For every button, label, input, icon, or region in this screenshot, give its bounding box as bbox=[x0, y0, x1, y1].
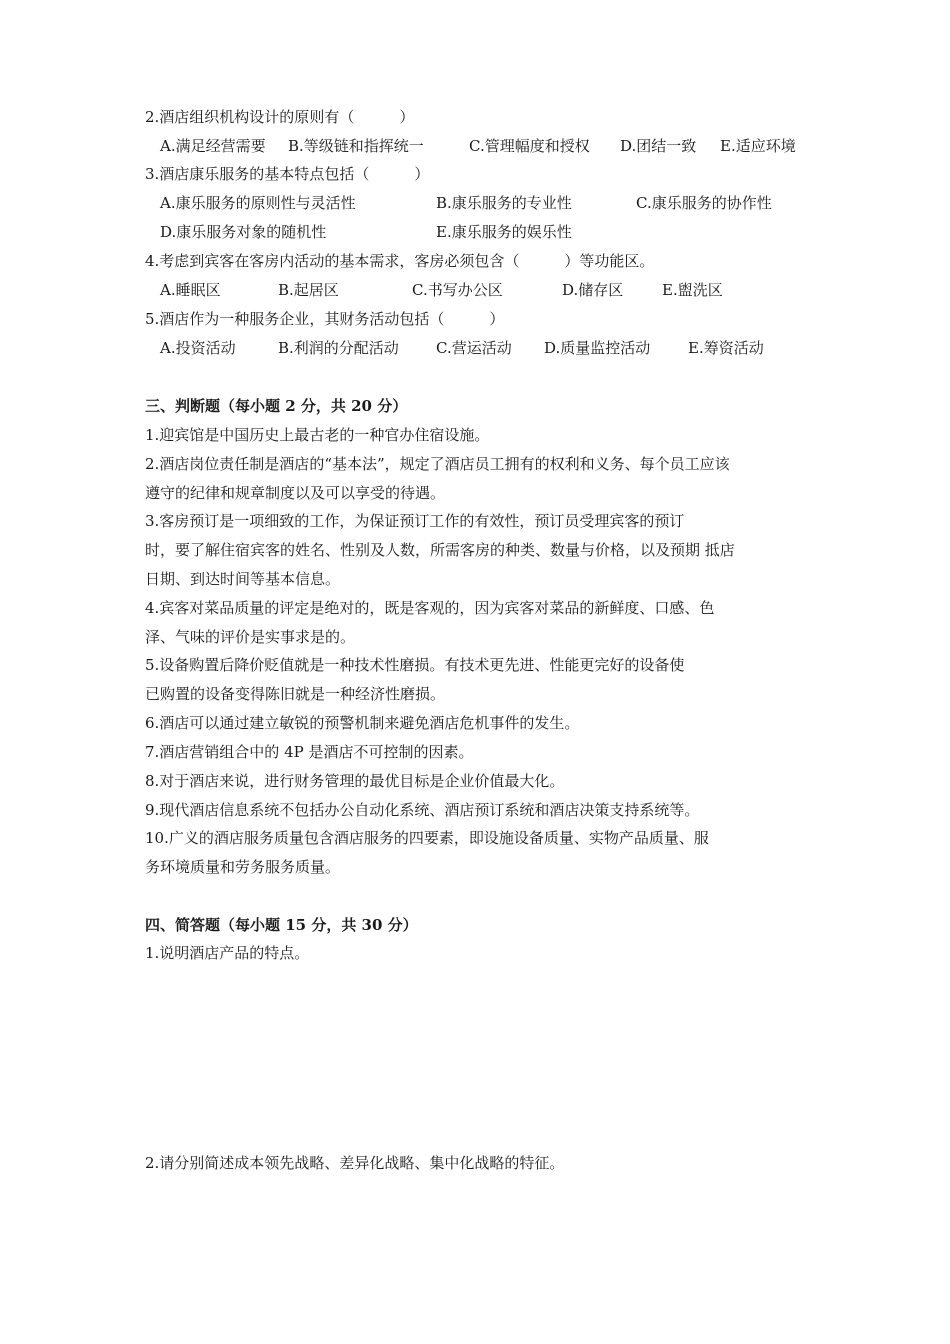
question-3: 3.酒店康乐服务的基本特点包括（ ） bbox=[145, 165, 430, 183]
question-4: 4.考虑到宾客在客房内活动的基本需求，客房必须包含（ ）等功能区。 bbox=[145, 252, 655, 270]
option-5c: C.营运活动 bbox=[436, 339, 512, 357]
option-4b: B.起居区 bbox=[278, 281, 339, 299]
option-4e: E.盥洗区 bbox=[662, 281, 723, 299]
option-5a: A.投资活动 bbox=[160, 339, 236, 357]
option-3c: C.康乐服务的协作性 bbox=[636, 194, 772, 212]
option-2c: C.管理幅度和授权 bbox=[469, 137, 590, 155]
judgment-line: 4.宾客对菜品质量的评定是绝对的，既是客观的，因为宾客对菜品的新鲜度、口感、色 bbox=[145, 599, 715, 617]
judgment-line: 3.客房预订是一项细致的工作，为保证预订工作的有效性，预订员受理宾客的预订 bbox=[145, 512, 685, 530]
judgment-line: 1.迎宾馆是中国历史上最古老的一种官办住宿设施。 bbox=[145, 426, 490, 444]
judgment-line: 泽、气味的评价是实事求是的。 bbox=[145, 628, 356, 646]
option-2e: E.适应环境 bbox=[720, 137, 796, 155]
option-2b: B.等级链和指挥统一 bbox=[288, 137, 424, 155]
judgment-line: 遵守的纪律和规章制度以及可以享受的待遇。 bbox=[145, 484, 446, 502]
judgment-line: 2.酒店岗位责任制是酒店的“基本法”，规定了酒店员工拥有的权利和义务、每个员工应该 bbox=[145, 455, 730, 473]
judgment-line: 5.设备购置后降价贬值就是一种技术性磨损。有技术更先进、性能更完好的设备使 bbox=[145, 656, 685, 674]
option-5b: B.利润的分配活动 bbox=[278, 339, 399, 357]
option-5d: D.质量监控活动 bbox=[544, 339, 651, 357]
option-4d: D.储存区 bbox=[562, 281, 624, 299]
question-2: 2.酒店组织机构设计的原则有（ ） bbox=[145, 108, 415, 126]
judgment-line: 8.对于酒店来说，进行财务管理的最优目标是企业价值最大化。 bbox=[145, 772, 565, 790]
judgment-line: 6.酒店可以通过建立敏锐的预警机制来避免酒店危机事件的发生。 bbox=[145, 714, 580, 732]
judgment-line: 9.现代酒店信息系统不包括办公自动化系统、酒店预订系统和酒店决策支持系统等。 bbox=[145, 801, 700, 819]
judgment-line: 7.酒店营销组合中的 4P 是酒店不可控制的因素。 bbox=[145, 743, 474, 761]
section-short-answer-heading: 四、简答题（每小题 15 分，共 30 分） bbox=[145, 916, 418, 934]
option-2d: D.团结一致 bbox=[620, 137, 697, 155]
option-3b: B.康乐服务的专业性 bbox=[436, 194, 572, 212]
question-5: 5.酒店作为一种服务企业，其财务活动包括（ ） bbox=[145, 310, 505, 328]
judgment-line: 时，要了解住宿宾客的姓名、性别及人数，所需客房的种类、数量与价格，以及预期 抵店 bbox=[145, 541, 735, 559]
short-answer-question-2: 2.请分别简述成本领先战略、差异化战略、集中化战略的特征。 bbox=[145, 1154, 565, 1172]
judgment-line: 已购置的设备变得陈旧就是一种经济性磨损。 bbox=[145, 685, 446, 703]
option-3e: E.康乐服务的娱乐性 bbox=[436, 223, 572, 241]
judgment-line: 10.广义的酒店服务质量包含酒店服务的四要素，即设施设备质量、实物产品质量、服 bbox=[145, 829, 709, 847]
option-2a: A.满足经营需要 bbox=[160, 137, 266, 155]
option-5e: E.筹资活动 bbox=[688, 339, 764, 357]
section-judgment-heading: 三、判断题（每小题 2 分，共 20 分） bbox=[145, 397, 408, 415]
option-4a: A.睡眠区 bbox=[160, 281, 221, 299]
option-4c: C.书写办公区 bbox=[412, 281, 503, 299]
short-answer-question-1: 1.说明酒店产品的特点。 bbox=[145, 944, 310, 962]
option-3d: D.康乐服务对象的随机性 bbox=[160, 223, 327, 241]
option-3a: A.康乐服务的原则性与灵活性 bbox=[160, 194, 356, 212]
judgment-line: 日期、到达时间等基本信息。 bbox=[145, 570, 341, 588]
judgment-line: 务环境质量和劳务服务质量。 bbox=[145, 858, 341, 876]
